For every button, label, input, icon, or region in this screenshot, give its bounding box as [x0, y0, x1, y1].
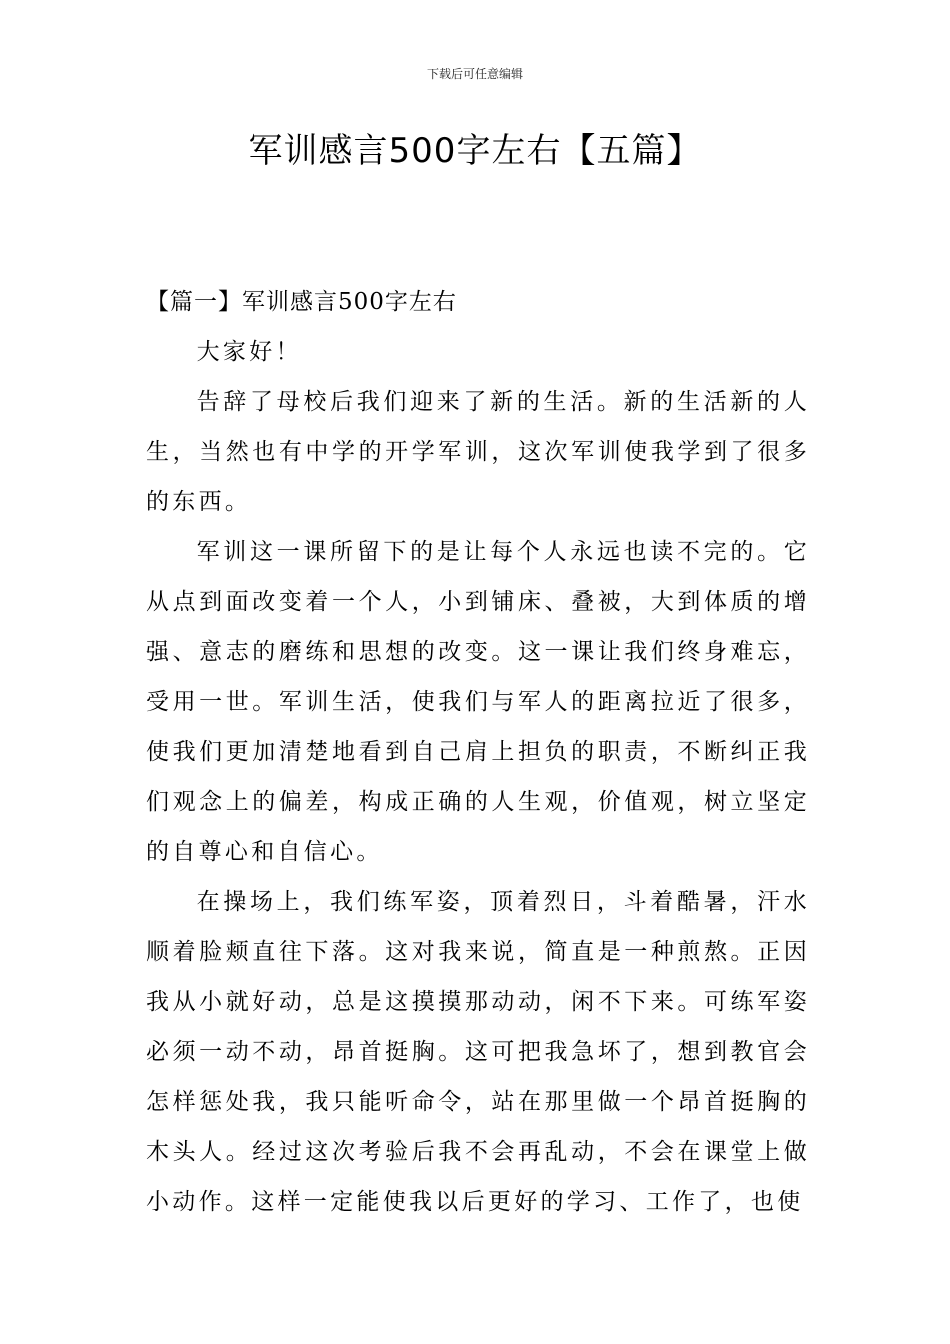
document-title: 军训感言500字左右【五篇】 [248, 131, 702, 171]
header-note: 下载后可任意编辑 [426, 67, 523, 81]
paragraph: 告辞了母校后我们迎来了新的生活。新的生活新的人生，当然也有中学的开学军训，这次军训使我学到了很多的东西。 [146, 389, 810, 515]
document-body [146, 277, 810, 1227]
paragraph: 军训这一课所留下的是让每个人永远也读不完的。它从点到面改变着一个人，小到铺床、叠被，大到体质的增强、意志的磨练和思想的改变。这一课让我们终身难忘，受用一世。军训生活，使我们与军人的距离拉近了很多，使我们更加清楚地看到自己肩上担负的职责，不断纠正我们观念上的偏差，构成正确的人生观，价值观，树立坚定的自尊心和自信心。 [146, 539, 810, 865]
section-heading: 【篇一】军训感言500字左右 [146, 289, 457, 315]
paragraph-greeting: 大家好！ [196, 339, 302, 365]
paragraph: 在操场上，我们练军姿，顶着烈日，斗着酷暑，汗水顺着脸颊直往下落。这对我来说，简直是一种煎熬。正因我从小就好动，总是这摸摸那动动，闲不下来。可练军姿必须一动不动，昂首挺胸。这可把我急坏了，想到教官会怎样惩处我，我只能听命令，站在那里做一个昂首挺胸的木头人。经过这次考验后我不会再乱动，不会在课堂上做小动作。这样一定能使我以后更好的学习、工作了，也使 [146, 889, 810, 1215]
